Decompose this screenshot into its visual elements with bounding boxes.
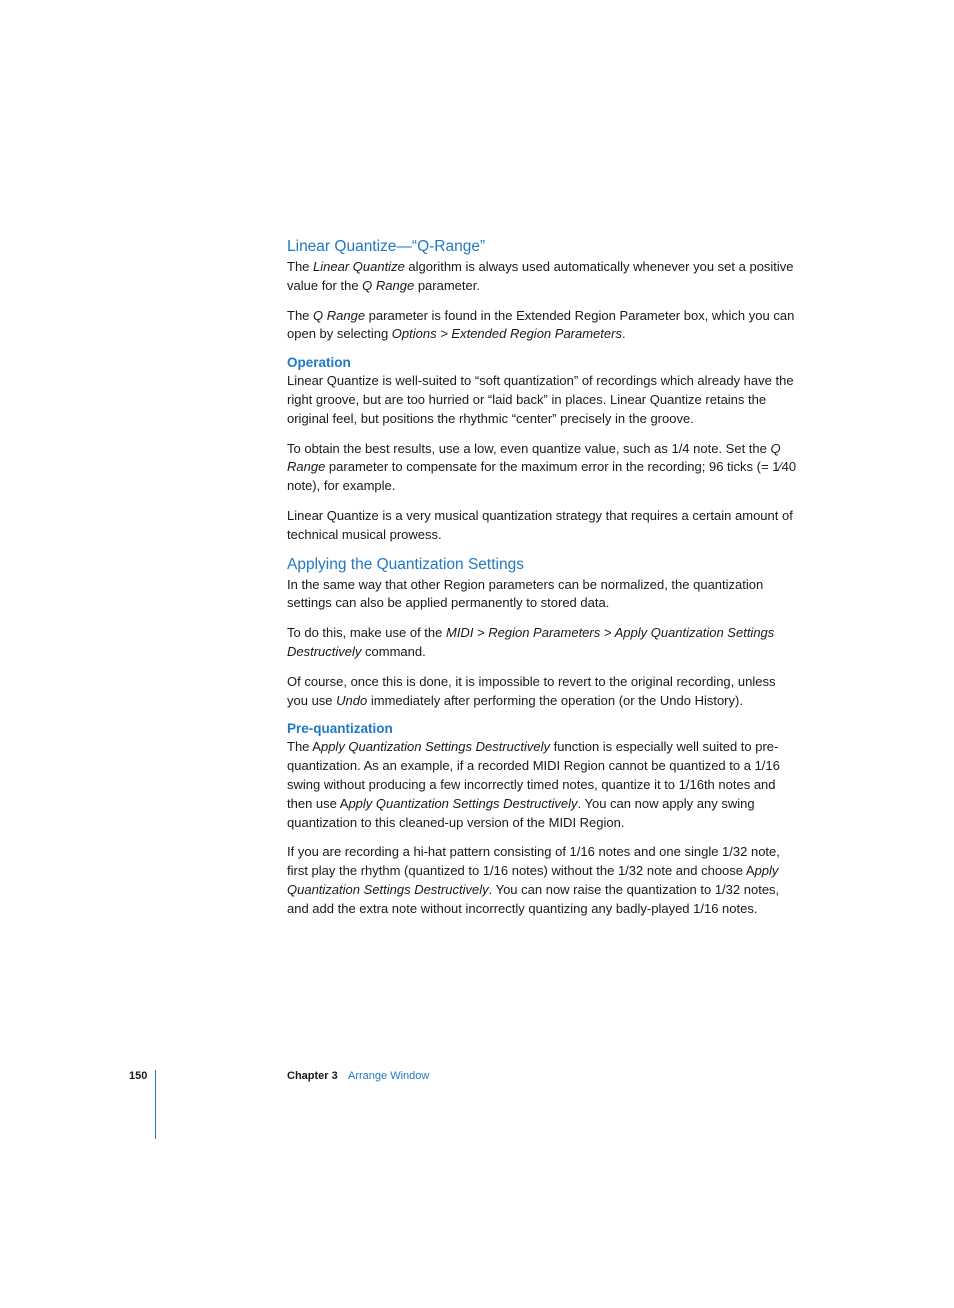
page-number: 150 [129, 1070, 148, 1082]
paragraph-applying-3: Of course, once this is done, it is impossible to revert to the original recording, unless you use Undo immediately after performing the operation (or the Undo History). [287, 673, 776, 708]
footer-chapter-label: Chapter 3 [287, 1070, 338, 1082]
page-content [287, 236, 799, 930]
paragraph-operation-3: Linear Quantize is a very musical quantization strategy that requires a certain amount of technical musical prowess. [287, 507, 793, 542]
paragraph-operation-2: To obtain the best results, use a low, even quantize value, such as 1/4 note. Set the Q Range parameter to compensate for the maximum error in the recording; 96 ticks (= 1⁄40 note), for example. [287, 440, 797, 494]
heading-operation: Operation [287, 355, 351, 371]
heading-pre-quantization: Pre-quantization [287, 721, 393, 737]
paragraph-q-range-location: The Q Range parameter is found in the Extended Region Parameter box, which you can open by selecting Options > Extended Region Parameters. [287, 307, 795, 342]
paragraph-applying-1: In the same way that other Region parameters can be normalized, the quantization settings can also be applied permanently to stored data. [287, 576, 764, 611]
paragraph-linear-quantize-intro: The Linear Quantize algorithm is always used automatically whenever you set a positive value for the Q Range parameter. [287, 259, 794, 293]
heading-linear-quantize: Linear Quantize—“Q-Range” [287, 238, 486, 255]
paragraph-prequant-2: If you are recording a hi-hat pattern consisting of 1/16 notes and one single 1/32 note, first play the rhythm (quantized to 1/16 notes) without the 1/32 note and choose Apply Quantization Settings Destructively. You can now raise the quantization to 1/32 notes, and add the extra note without incorrectly quantizing any badly-played 1/16 notes. [287, 844, 780, 916]
paragraph-prequant-1: The Apply Quantization Settings Destructively function is especially well suited to pre-quantization. As an example, if a recorded MIDI Region cannot be quantized to a 1/16 swing without producing a few incorrectly timed notes, quantize it to 1/16th notes and then use Apply Quantization Settings Destructively. You can now apply any swing quantization to this cleaned-up version of the MIDI Region. [287, 739, 780, 830]
footer-chapter-title: Arrange Window [348, 1070, 430, 1082]
paragraph-applying-2: To do this, make use of the MIDI > Region Parameters > Apply Quantization Settings Destructively command. [287, 625, 775, 659]
heading-applying-quantization: Applying the Quantization Settings [287, 555, 524, 573]
footer-divider [155, 1070, 156, 1139]
paragraph-operation-1: Linear Quantize is well-suited to “soft quantization” of recordings which already have the right groove, but are too hurried or “laid back” in places. Linear Quantize retains the original feel, but positions the rhythmic “center” precisely in the groove. [287, 373, 794, 426]
